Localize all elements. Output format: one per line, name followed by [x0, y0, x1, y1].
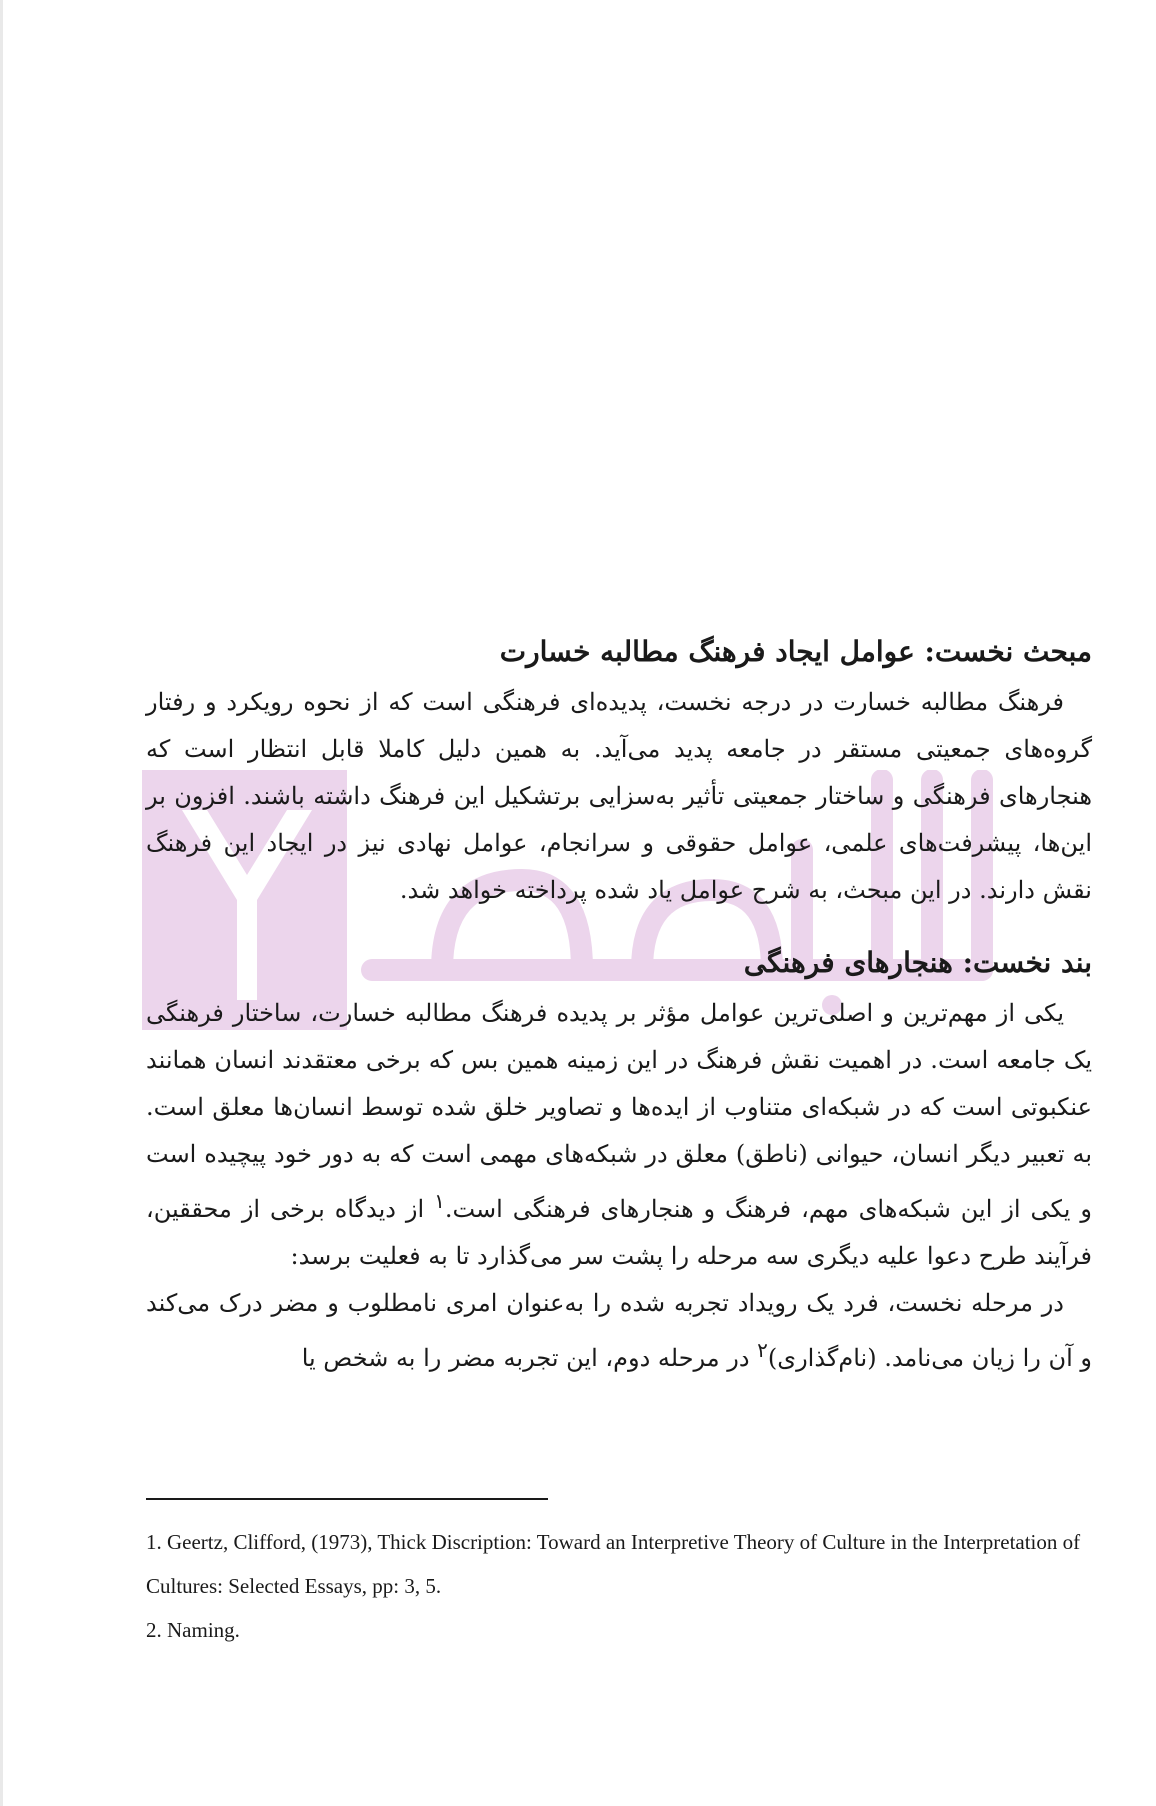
footnote-2: 2. Naming. [146, 1618, 240, 1642]
main-text-column [146, 625, 1092, 1382]
footnote-1: 1. Geertz, Clifford, (1973), Thick Discription: Toward an Interpretive Theory of Culture in the Interpretation of Cultures: Selected Essays, pp: 3, 5. [146, 1530, 1081, 1598]
footnotes [146, 1520, 1092, 1652]
paragraph-text: در مرحله نخست، فرد یک رویداد تجربه شده را به‌عنوان امری نامطلوب و مضر درک می‌کند و آن را زیان می‌نامد. (نام‌گذاری) [146, 1289, 1092, 1372]
subsection-paragraph-2 [146, 1280, 1092, 1382]
footnote-reference-1[interactable]: ۱ [434, 1189, 445, 1213]
section-heading: مبحث نخست: عوامل ایجاد فرهنگ مطالبه خسارت [499, 635, 1092, 668]
page-edge-shadow [0, 0, 3, 1806]
section-paragraph: فرهنگ مطالبه خسارت در درجه نخست، پدیده‌ای فرهنگی است که از نحوه رویکرد و رفتار گروه‌های جمعیتی مستقر در جامعه پدید می‌آید. به همین دلیل کاملا قابل انتظار است که هنجارهای فرهنگی و ساختار جمعیتی تأثیر به‌سزایی برتشکیل این فرهنگ داشته باشند. افزون بر این‌ها، پیشرفت‌های علمی، عوامل حقوقی و سرانجام، عوامل نهادی نیز در ایجاد این فرهنگ نقش دارند. در این مبحث، به شرح عوامل یاد شده پرداخته خواهد شد. [146, 688, 1093, 904]
subsection-paragraph-1 [146, 990, 1092, 1280]
paragraph-text: یکی از مهم‌ترین و اصلی‌ترین عوامل مؤثر بر پدیده فرهنگ مطالبه خسارت، ساختار فرهنگی یک جامعه است. در اهمیت نقش فرهنگ در این زمینه همین بس که برخی معتقدند انسان همانند عنکبوتی است که در شبکه‌ای متناوب از ایده‌ها و تصاویر خلق شده توسط انسان‌ها معلق است. به تعبیر دیگر انسان، حیوانی (ناطق) معلق در شبکه‌های مهمی است که به دور خود پیچیده است و یکی از این شبکه‌های مهم، فرهنگ و هنجارهای فرهنگی است. [146, 999, 1092, 1223]
footnote-separator [146, 1498, 548, 1500]
paragraph-text-continued: در مرحله دوم، این تجربه مضر را به شخص یا [301, 1344, 758, 1372]
paragraph-text-continued: از دیدگاه برخی از محققین، فرآیند طرح دعوا علیه دیگری سه مرحله را پشت سر می‌گذارد تا به فعلیت برسد: [146, 1195, 1092, 1270]
subsection-heading: بند نخست: هنجارهای فرهنگی [743, 946, 1092, 979]
footnote-reference-2[interactable]: ۲ [757, 1338, 768, 1362]
